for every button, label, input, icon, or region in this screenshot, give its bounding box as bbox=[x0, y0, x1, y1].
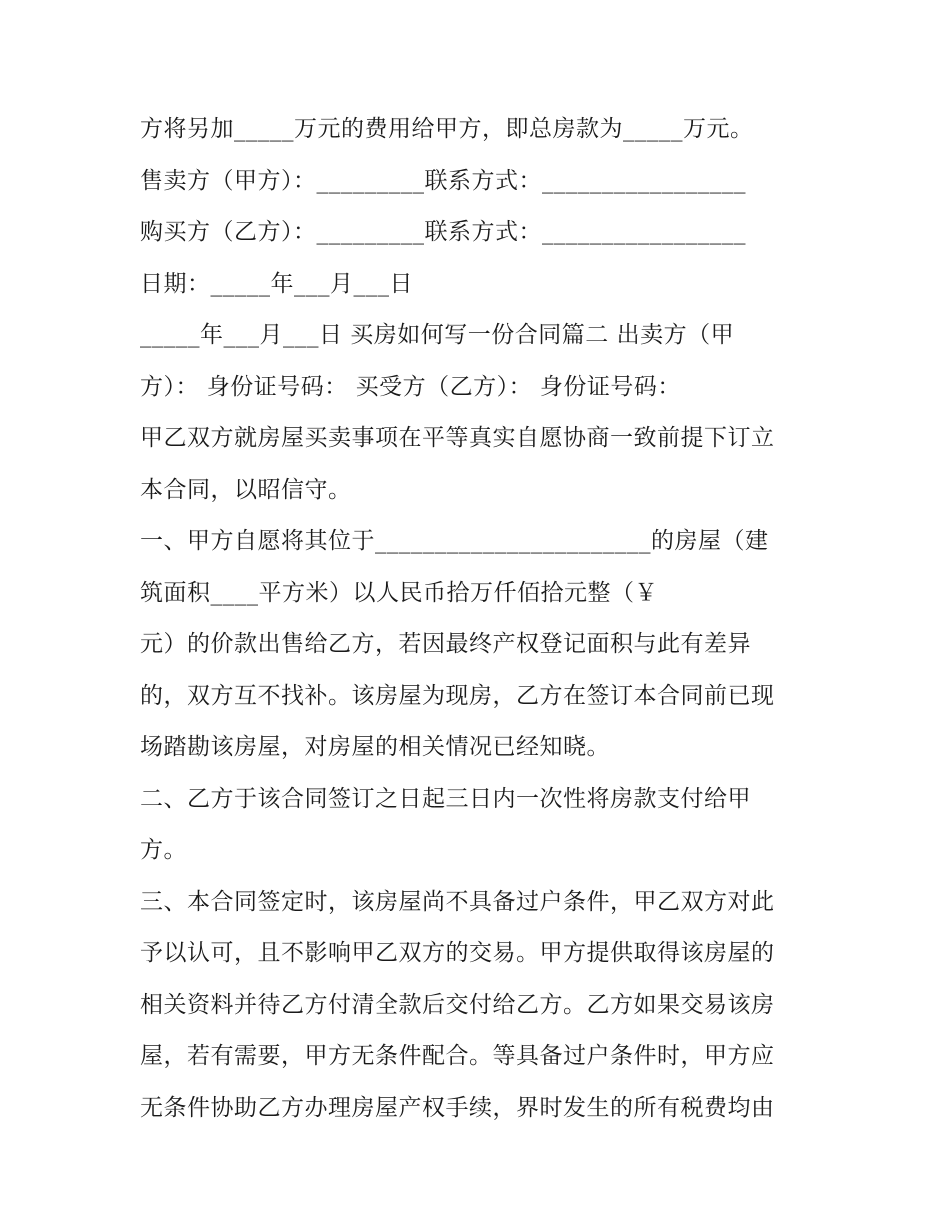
text-line: 筑面积____平方米）以人民币拾万仟佰拾元整（￥ bbox=[140, 579, 658, 606]
document-body bbox=[140, 104, 820, 1134]
text-line: 方）： 身份证号码： 买受方（乙方）： 身份证号码： bbox=[140, 373, 681, 400]
text-line: 一、甲方自愿将其位于_______________________的房屋（建 bbox=[140, 528, 769, 554]
text-line: 二、乙方于该合同签订之日起三日内一次性将房款支付给甲 bbox=[140, 785, 751, 812]
text-line: 售卖方（甲方）：_________联系方式：_________________ bbox=[140, 167, 746, 194]
text-line: 元）的价款出售给乙方，若因最终产权登记面积与此有差异 bbox=[140, 631, 751, 657]
text-line: 甲乙双方就房屋买卖事项在平等真实自愿协商一致前提下订立 bbox=[140, 425, 775, 451]
text-line: 方。 bbox=[140, 837, 187, 863]
text-line: 予以认可，且不影响甲乙双方的交易。甲方提供取得该房屋的 bbox=[140, 940, 775, 966]
text-line: 场踏勘该房屋，对房屋的相关情况已经知晓。 bbox=[140, 734, 610, 760]
text-line: 相关资料并待乙方付清全款后交付给乙方。乙方如果交易该房 bbox=[140, 991, 775, 1018]
text-line: 日期：_____年___月___日 bbox=[140, 270, 413, 297]
text-line: 的，双方互不找补。该房屋为现房，乙方在签订本合同前已现 bbox=[140, 682, 775, 709]
text-line: 本合同，以昭信守。 bbox=[140, 476, 352, 503]
text-line: 购买方（乙方）：_________联系方式：_________________ bbox=[140, 219, 746, 245]
text-line: _____年___月___日 买房如何写一份合同篇二 出卖方（甲 bbox=[140, 322, 735, 348]
text-line: 屋，若有需要，甲方无条件配合。等具备过户条件时，甲方应 bbox=[140, 1043, 775, 1069]
text-line: 方将另加_____万元的费用给甲方，即总房款为_____万元。 bbox=[140, 116, 754, 142]
text-line: 无条件协助乙方办理房屋产权手续，界时发生的所有税费均由 bbox=[140, 1094, 775, 1121]
text-line: 三、本合同签定时，该房屋尚不具备过户条件，甲乙双方对此 bbox=[140, 888, 775, 915]
